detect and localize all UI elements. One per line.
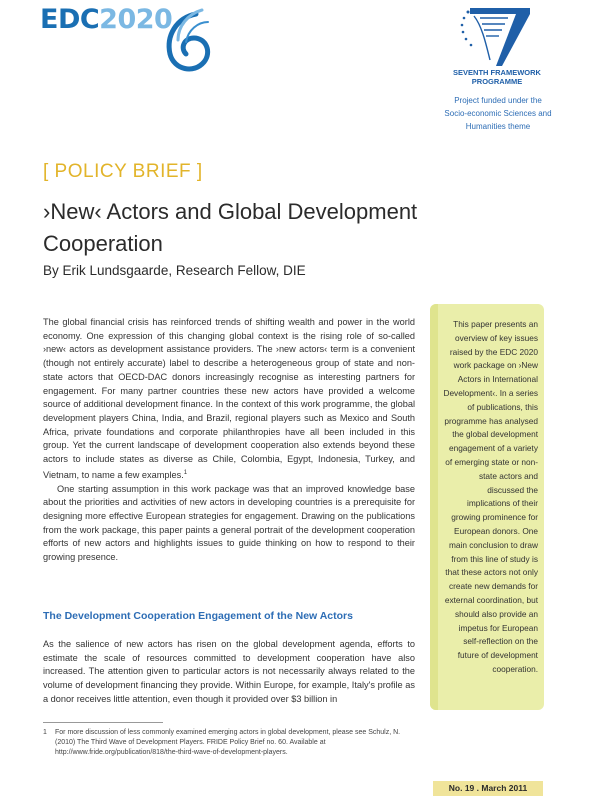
fp7-emblem-icon [452, 4, 542, 68]
funded-line2: Socio-economic Sciences and [444, 109, 552, 118]
intro-text [43, 316, 415, 565]
section-heading: The Development Cooperation Engagement of the New Actors [43, 610, 353, 622]
byline: By Erik Lundsgaarde, Research Fellow, DIE [43, 263, 306, 278]
paragraph-1-text: The global financial crisis has reinforced trends of shifting wealth and power in the world economy. One expression of this changing global context is the rising role of so-called ›new‹ actors as development assistance providers. The ›new actors‹ term is a convenient (though not entirely accurate) label to describe a heterogeneous group of state and non-state actors that OECD-DAC donors increasingly recognise as interesting partners for engagement. For many partner countries these new actors have provided a welcome source of additional development finance. In the context of this work programme, the global development players China, India, and Brazil, regional players such as Mexico and South Africa, private foundations and corporate philanthropies have all been included in this group. Yet the current landscape of development cooperation also extends beyond these actors to include states as diverse as Chile, Colombia, Egypt, Indonesia, Turkey, and Vietnam, to name a few examples. [43, 317, 415, 480]
edc-wordmark-part2: 2020 [99, 4, 173, 35]
edc2020-logo [40, 4, 220, 84]
footnote-ref: 1 [183, 469, 188, 476]
policy-brief-label: [ POLICY BRIEF ] [43, 161, 203, 182]
funding-note [426, 94, 570, 133]
paragraph-1 [43, 316, 415, 483]
swirl-icon [158, 8, 216, 80]
funded-line1: Project funded under the [454, 96, 542, 105]
edc-wordmark-part1: EDC [40, 4, 100, 35]
fp7-caption [452, 68, 542, 86]
footnote-number: 1 [43, 729, 47, 736]
page-title: ›New‹ Actors and Global Development Cooperation [43, 199, 418, 256]
edc2020-wordmark [40, 4, 172, 35]
fp7-line1: SEVENTH FRAMEWORK [453, 68, 541, 77]
issue-badge: No. 19 . March 2011 [433, 781, 543, 796]
footnote [43, 728, 415, 758]
paragraph-2: One starting assumption in this work package was that an improved knowledge base about the priorities and activities of new actors in developing countries is a prerequisite for designing more effective European strategies for engagement. Drawing on the publications from the work package, this paper paints a general portrait of the development cooperation efforts of new actors and highlights issues to guide thinking on how to respond to their growing presence. [43, 483, 415, 563]
fp7-line2: PROGRAMME [471, 77, 523, 86]
footnote-divider [43, 722, 163, 723]
fp7-logo [452, 4, 542, 86]
paragraph-3: As the salience of new actors has risen on the global development agenda, efforts to estimate the scale of resources committed to development cooperation have also increased. The attention given to particular actors is not necessarily always related to the volume of development financing they provide. Within Europe, for example, Italy's profile as a donor receives little attention, even though it provided over $3 billion in [43, 639, 415, 704]
footnote-text: For more discussion of less commonly examined emerging actors in global development, please see Schulz, N. (2010) The Third Wave of Development Players. FRIDE Policy Brief no. 60. Available at http://www.fride.org/publication/818/the-third-wave-of-development-players. [55, 729, 401, 756]
sidebar-accent-bar [430, 304, 438, 710]
funded-line3: Humanities theme [465, 122, 531, 131]
sidebar-text: This paper presents an overview of key issues raised by the EDC 2020 work package on ›New Actors in International Development‹. In a series of publications, this programme has analysed the global development engagement of a variety of emerging state or non-state actors and discussed the implications of their growing prominence for European donors. One main conclusion to draw from this line of study is that these actors not only create new demands for external coordination, but should also provide an impetus for European self-reflection on the future of development cooperation. [443, 319, 538, 674]
